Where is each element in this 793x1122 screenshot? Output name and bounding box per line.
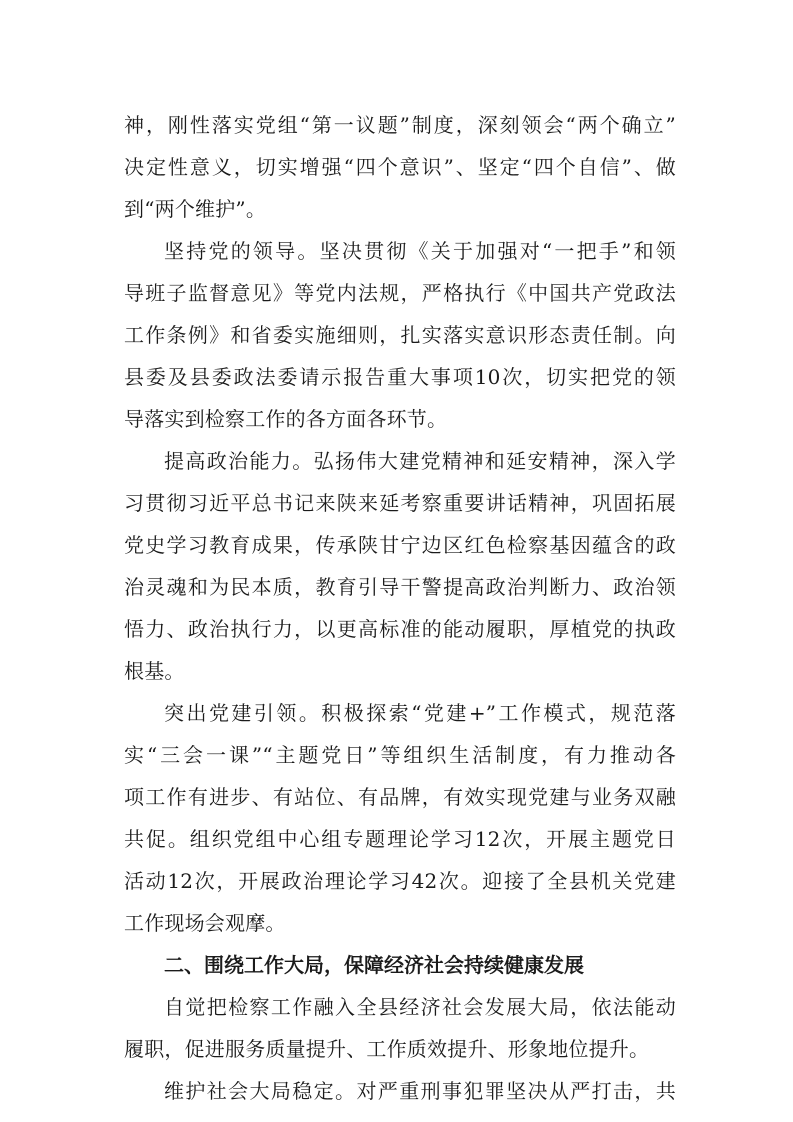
text-line: 县委及县委政法委请示报告重大事项10次，切实把党的领	[124, 365, 676, 389]
text-line: 履职，促进服务质量提升、工作质效提升、形象地位提升。	[124, 1037, 650, 1061]
text-line: 项工作有进步、有站位、有品牌，有效实现党建与业务双融	[124, 785, 676, 809]
text-line: 到“两个维护”。	[124, 197, 267, 221]
text-line: 决定性意义，切实增强“四个意识”、坚定“四个自信”、做	[124, 155, 676, 179]
text-line: 工作现场会观摩。	[124, 911, 286, 935]
text-line: 导班子监督意见》等党内法规，严格执行《中国共产党政法	[124, 281, 676, 305]
text-line: 提高政治能力。弘扬伟大建党精神和延安精神，深入学	[164, 449, 676, 473]
text-line: 坚持党的领导。坚决贯彻《关于加强对“一把手”和领	[164, 239, 676, 263]
text-line: 维护社会大局稳定。对严重刑事犯罪坚决从严打击，共	[164, 1079, 676, 1103]
text-line: 习贯彻习近平总书记来陕来延考察重要讲话精神，巩固拓展	[124, 491, 676, 515]
text-line: 悟力、政治执行力，以更高标准的能动履职，厚植党的执政	[124, 617, 676, 641]
text-line: 神，刚性落实党组“第一议题”制度，深刻领会“两个确立”	[124, 113, 676, 137]
text-line: 导落实到检察工作的各方面各环节。	[124, 407, 448, 431]
text-line: 自觉把检察工作融入全县经济社会发展大局，依法能动	[164, 995, 676, 1019]
text-line: 实“三会一课”“主题党日”等组织生活制度，有力推动各	[124, 743, 676, 767]
text-line: 治灵魂和为民本质，教育引导干警提高政治判断力、政治领	[124, 575, 676, 599]
text-line: 工作条例》和省委实施细则，扎实落实意识形态责任制。向	[124, 323, 676, 347]
text-line: 根基。	[124, 659, 185, 683]
text-line: 突出党建引领。积极探索“党建+”工作模式，规范落	[164, 701, 676, 725]
text-line: 共促。组织党组中心组专题理论学习12次，开展主题党日	[124, 827, 676, 851]
section-heading: 二、围绕工作大局，保障经济社会持续健康发展	[164, 953, 584, 977]
text-line: 党史学习教育成果，传承陕甘宁边区红色检察基因蕴含的政	[124, 533, 676, 557]
body-text	[124, 104, 676, 1112]
text-line: 活动12次，开展政治理论学习42次。迎接了全县机关党建	[124, 869, 676, 893]
